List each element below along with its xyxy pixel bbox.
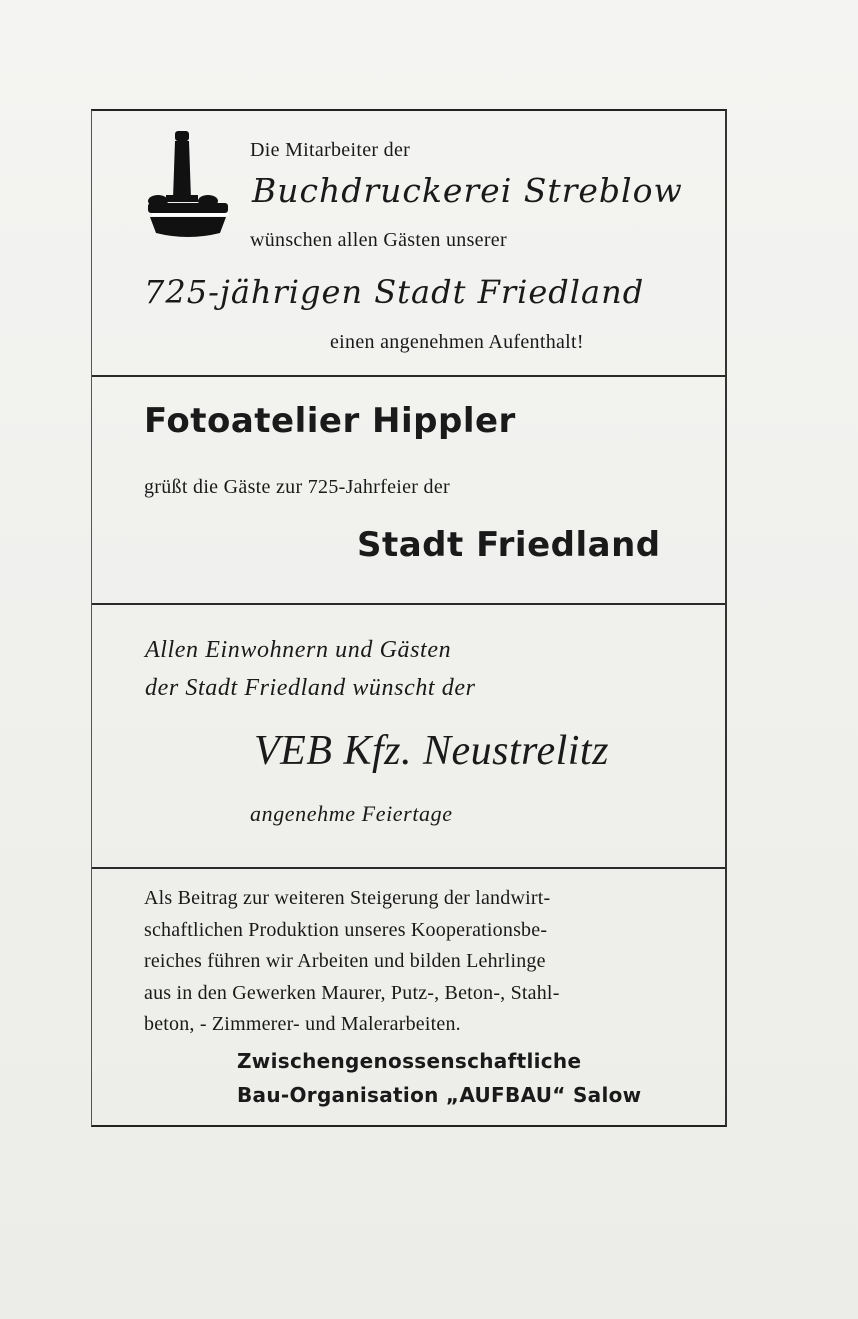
ad4-body-text [144, 883, 664, 1041]
ad4-text-line: schaftlichen Produktion unseres Kooperationsbe- [144, 918, 548, 941]
ad2-city: Stadt Friedland [357, 525, 661, 565]
ad3-intro-line2: der Stadt Friedland wünscht der [145, 675, 476, 701]
ad2-greeting: grüßt die Gäste zur 725-Jahrfeier der [144, 476, 450, 498]
ad4-text-line: reiches führen wir Arbeiten und bilden Lehrlinge [144, 950, 546, 972]
ad4-text-line: beton, - Zimmerer- und Malerarbeiten. [144, 1013, 461, 1035]
ad3-closing: angenehme Feiertage [250, 801, 453, 826]
ad-fotoatelier [92, 377, 725, 603]
ad4-org-line1: Zwischengenossenschaftliche [237, 1049, 582, 1073]
ad-veb [92, 605, 725, 867]
ad2-company-name: Fotoatelier Hippler [144, 401, 516, 441]
ad4-text-line: Als Beitrag zur weiteren Steigerung der landwirt- [144, 887, 551, 909]
ad-buchdruckerei [92, 111, 725, 375]
ad3-intro-line1: Allen Einwohnern und Gästen [145, 637, 452, 663]
ad1-closing: einen angenehmen Aufenthalt! [330, 331, 584, 353]
ad3-company-name: VEB Kfz. Neustrelitz [254, 728, 609, 774]
ad1-city: 725-jährigen Stadt Friedland [144, 273, 645, 311]
ad1-company-name: Buchdruckerei Streblow [252, 171, 683, 210]
ad1-greeting: wünschen allen Gästen unserer [250, 229, 507, 251]
printing-press-icon [144, 129, 234, 241]
ad4-text-line: aus in den Gewerken Maurer, Putz-, Beton-, Stahl- [144, 981, 560, 1004]
advertisement-frame [91, 109, 727, 1127]
ad4-org-line2: Bau-Organisation „AUFBAU“ Salow [237, 1083, 642, 1107]
ad-aufbau [92, 869, 725, 1127]
ad1-intro: Die Mitarbeiter der [250, 139, 411, 161]
